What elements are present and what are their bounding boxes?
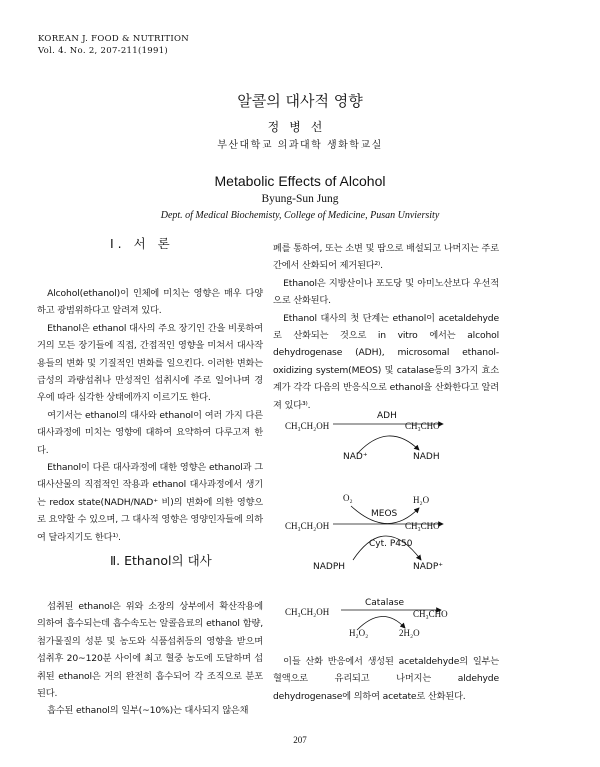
- journal-name: KOREAN J. FOOD & NUTRITION: [38, 34, 190, 44]
- paragraph: Ethanol이 다른 대사과정에 대한 영향은 ethanol과 그 대사산물의 직접적인 작용과 ethanol 대사과정에서 생기는 redox state(NADH/NAD⁺ 비)의 변화에 의한 영향으로 요약할 수 있으며, 그 대사적 영향은 영양인자들에 의하여 달라지기도 한다¹⁾.: [37, 462, 263, 543]
- paragraph: 여기서는 ethanol의 대사와 ethanol이 여러 가지 다른 대사과정에 미치는 영향에 대하여 요약하여 다루고져 한다.: [37, 409, 263, 456]
- paragraph: 폐를 통하여, 또는 소변 및 땀으로 배설되고 나머지는 주로 간에서 산화되어 제거된다²⁾.: [273, 243, 499, 272]
- journal-citation: [38, 33, 189, 57]
- catalase-h2o2: H₂O₂: [349, 628, 369, 638]
- adh-reaction: [285, 411, 443, 462]
- page-number: 207: [293, 735, 307, 745]
- meos-reaction: [285, 493, 443, 572]
- right-column-body: [273, 240, 499, 414]
- adh-cofactor-in: NAD⁺: [343, 452, 368, 462]
- paragraph: Ethanol 대사의 첫 단계는 ethanol이 acetaldehyde로 산화되는 것으로 in vitro 에서는 alcohol dehydrogenase (ADH), microsomal ethanol-oxidizing system(MEOS) 및 catalase등의 3가지 효소계가 각각 다음의 반응식으로 ethanol을 산화한다고 알려져 있다³⁾.: [273, 312, 499, 411]
- paragraph: 흡수된 ethanol의 일부(~10%)는 대사되지 않은채: [47, 705, 249, 717]
- meos-h2o: H₂O: [413, 495, 430, 505]
- journal-volume: Vol. 4. No. 2, 207-211(1991): [38, 46, 169, 56]
- meos-nadph: NADPH: [313, 562, 346, 572]
- meos-enzyme: MEOS: [371, 509, 398, 519]
- affiliation-korean: 부산대학교 의과대학 생화학교실: [217, 140, 383, 151]
- paragraph: 이들 산화 반응에서 생성된 acetaldehyde의 일부는 혈액으로 유리되고 나머지는 aldehyde dehydrogenase에 의하여 acetate로 산화된다.: [273, 656, 499, 702]
- paragraph: Ethanol은 지방산이나 포도당 및 아미노산보다 우선적으로 산화된다.: [273, 277, 499, 307]
- meos-product: CH₃CHO: [405, 521, 440, 531]
- right-column-bottom-body: [273, 653, 499, 705]
- title-korean: 알콜의 대사적 영향: [237, 92, 363, 110]
- paragraph: Alcohol(ethanol)이 인체에 미치는 영향은 매우 다양하고 광범위하다고 알려져 있다.: [37, 288, 263, 317]
- adh-enzyme: ADH: [377, 411, 397, 421]
- reaction-schemes: [273, 400, 503, 650]
- affiliation-english: Dept. of Medical Biochemisty, College of Medicine, Pusan Unviersity: [160, 210, 440, 221]
- catalase-reaction: [285, 598, 448, 638]
- meos-substrate: CH₃CH₂OH: [285, 521, 330, 531]
- title-english: Metabolic Effects of Alcohol: [214, 173, 386, 189]
- adh-substrate: CH₃CH₂OH: [285, 421, 330, 431]
- paragraph: 섭취된 ethanol은 위와 소장의 상부에서 확산작용에 의하여 흡수되는데 흡수속도는 알콜음료의 ethanol 함량, 첨가물질의 성분 및 농도와 식품섭취등의 영향을 받으며 섭취후 20~120분 사이에 최고 혈중 농도에 도달하며 섭취된 ethanol은 거의 완전히 흡수되어 각 조직으로 분포된다.: [37, 601, 263, 700]
- catalase-substrate: CH₃CH₂OH: [285, 607, 330, 617]
- metabolism-body: [37, 598, 263, 720]
- section-heading-introduction: Ⅰ. 서 론: [110, 236, 174, 251]
- author-english: Byung-Sun Jung: [261, 193, 339, 205]
- author-korean: 정병선: [267, 120, 333, 134]
- section-heading-ethanol-metabolism: Ⅱ. Ethanol의 대사: [110, 553, 212, 568]
- introduction-body: [37, 285, 263, 546]
- catalase-product: CH₃CHO: [413, 609, 448, 619]
- meos-cytochrome: Cyt. P450: [369, 539, 413, 549]
- meos-o2: O₂: [343, 493, 353, 503]
- adh-cofactor-out: NADH: [413, 452, 440, 462]
- adh-product: CH₃CHO: [405, 421, 440, 431]
- catalase-enzyme: Catalase: [365, 598, 405, 608]
- paragraph: Ethanol은 ethanol 대사의 주요 장기인 간을 비롯하여 거의 모든 장기들에 직접, 간접적인 영향을 미쳐서 대사작용들의 변화 및 기질적인 변화를 일으킨다. 이러한 변화는 급성의 과량섭취나 만성적인 섭취시에 주로 일어나며 경우에 따라 심각한 상태에까지 이르기도 한다.: [37, 322, 263, 404]
- meos-nadp: NADP⁺: [413, 562, 443, 572]
- catalase-2h2o: 2H₂O: [399, 628, 420, 638]
